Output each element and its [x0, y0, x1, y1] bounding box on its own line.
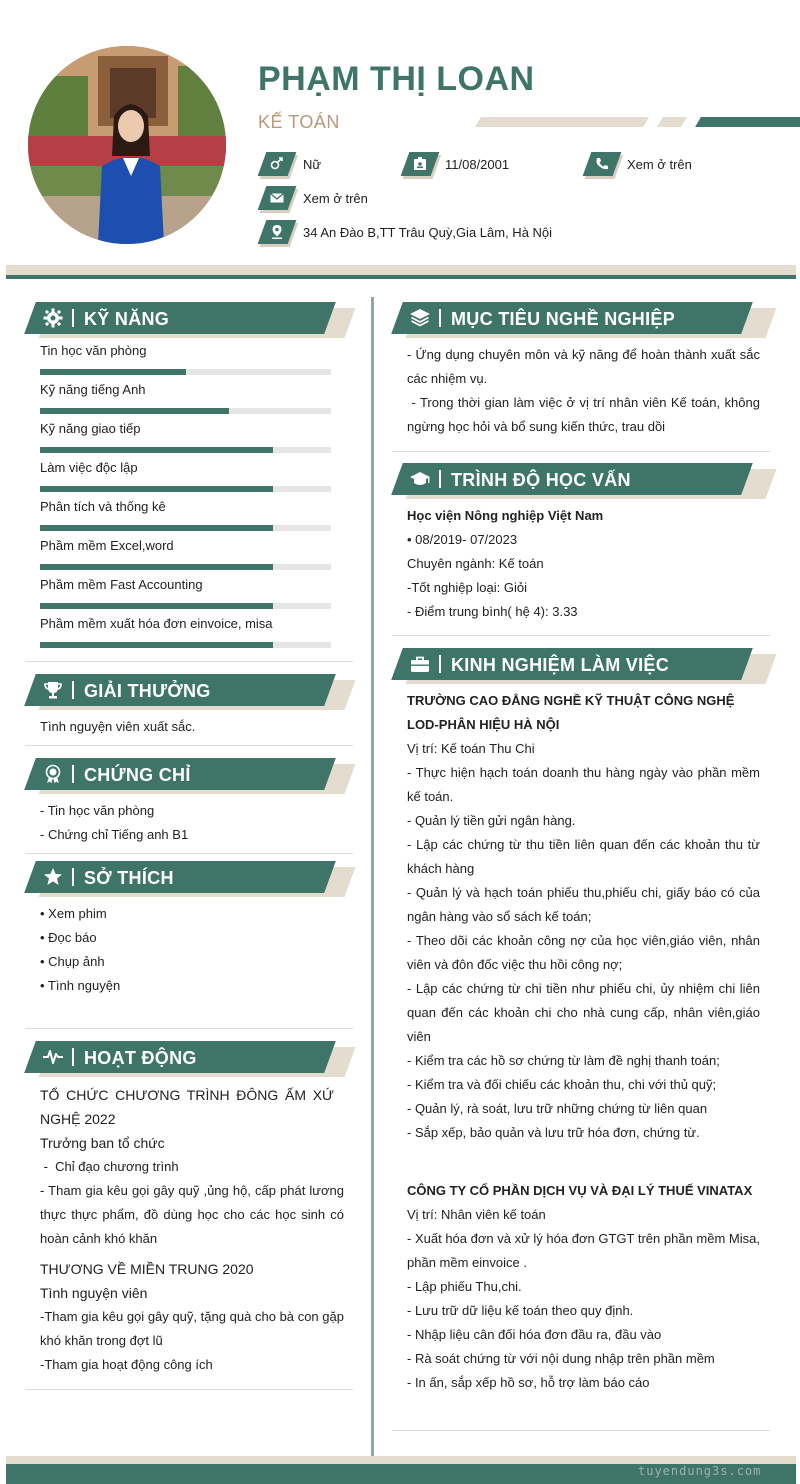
dob-value: 11/08/2001 — [445, 157, 510, 172]
job-duty-item: - Lập phiếu Thu,chi. — [407, 1279, 522, 1294]
skill-level-fill — [40, 408, 229, 414]
candidate-name: PHẠM THỊ LOAN — [258, 60, 535, 98]
skill-level-bar — [40, 369, 331, 375]
activities-title: HOẠT ĐỘNG — [84, 1048, 197, 1068]
skill-level-bar — [40, 408, 331, 414]
awards-section-header — [30, 674, 350, 706]
header-decoration — [695, 117, 800, 127]
hobbies-title: SỞ THÍCH — [84, 868, 174, 888]
watermark: tuyendung3s.com — [638, 1464, 762, 1478]
footer-band — [6, 1456, 796, 1464]
email-icon — [258, 186, 297, 210]
section-divider — [25, 661, 353, 662]
job-position: Vị trí: Kế toán Thu Chi — [407, 741, 535, 756]
activity-title: THƯƠNG VỀ MIỀN TRUNG 2020 — [40, 1261, 254, 1277]
candidate-title: KẾ TOÁN — [258, 112, 340, 132]
phone-value: Xem ở trên — [627, 157, 692, 172]
id-card-icon — [401, 152, 440, 176]
job-duty-item: - Lập các chứng từ thu tiền liên quan đến các khoản thu từ khách hàng — [407, 837, 760, 876]
skill-level-bar — [40, 447, 331, 453]
objective-section-header — [397, 302, 767, 334]
education-section-header — [397, 463, 767, 495]
address-value: 34 An Đào B,TT Trâu Quỳ,Gia Lâm, Hà Nội — [303, 225, 553, 240]
job-duty-item: - Thực hiện hạch toán doanh thu hàng ngày vào phần mềm kế toán. — [407, 765, 760, 804]
education-grade: -Tốt nghiệp loại: Giỏi — [407, 580, 527, 595]
activity-title: TỔ CHỨC CHƯƠNG TRÌNH ĐÔNG ẤM XỨ NGHỆ 2022 — [40, 1087, 334, 1127]
section-divider — [25, 745, 353, 746]
section-divider — [25, 1389, 353, 1390]
skill-label: Kỹ năng giao tiếp — [40, 421, 141, 436]
education-period: • 08/2019- 07/2023 — [407, 532, 518, 547]
skills-section-header — [30, 302, 350, 334]
skill-level-bar — [40, 642, 331, 648]
cert-item: - Chứng chỉ Tiếng anh B1 — [40, 827, 189, 842]
skill-label: Phầm mềm xuất hóa đơn einvoice, misa — [40, 616, 273, 631]
star-icon — [42, 867, 64, 887]
objective-text: - Ứng dụng chuyên môn và kỹ năng để hoàn thành xuất sắc các nhiệm vụ. — [407, 347, 760, 386]
job-duty-item: - Nhập liệu cân đối hóa đơn đầu ra, đầu vào — [407, 1327, 662, 1342]
graduation-cap-icon — [409, 469, 431, 489]
experience-section-header — [397, 648, 767, 680]
briefcase-icon — [409, 654, 431, 674]
skill-level-fill — [40, 447, 273, 453]
job-duty-item: - Kiểm tra các hồ sơ chứng từ làm đề nghị thanh toán; — [407, 1053, 720, 1068]
pulse-icon — [42, 1047, 64, 1067]
gear-icon — [42, 308, 64, 328]
section-divider — [25, 853, 353, 854]
awards-title: GIẢI THƯỞNG — [84, 681, 211, 701]
header-decoration — [475, 117, 649, 127]
location-icon — [258, 220, 297, 244]
skill-level-fill — [40, 486, 273, 492]
skill-label: Phầm mềm Fast Accounting — [40, 577, 203, 592]
job-duty-item: - Lập các chứng từ chi tiền như phiếu chi, ủy nhiệm chi liên quan đến các khoản chi cho nhà cung cấp, nhân viên,giáo viên — [407, 981, 760, 1044]
email-value: Xem ở trên — [303, 191, 368, 206]
section-divider — [392, 451, 770, 452]
activity-role: Trưởng ban tổ chức — [40, 1135, 165, 1151]
skill-label: Kỹ năng tiếng Anh — [40, 382, 146, 397]
objective-title: MỤC TIÊU NGHỀ NGHIỆP — [451, 309, 676, 329]
award-item: Tình nguyện viên xuất sắc. — [40, 719, 196, 734]
header-divider — [6, 275, 796, 279]
job-duty-item: - Quản lý và hạch toán phiếu thu,phiếu chi, giấy báo có của ngân hàng vào sổ sách kế toán; — [407, 885, 760, 924]
section-divider — [392, 1430, 770, 1431]
job-duty-item: - Rà soát chứng từ với nội dung nhập trên phần mềm — [407, 1351, 715, 1366]
job-duty-item: - Quản lý, rà soát, lưu trữ những chứng từ liên quan — [407, 1101, 708, 1116]
header-divider — [6, 265, 796, 275]
education-major: Chuyên ngành: Kế toán — [407, 556, 544, 571]
certs-section-header — [30, 758, 350, 790]
medal-icon — [42, 764, 64, 784]
skill-level-fill — [40, 642, 273, 648]
certs-title: CHỨNG CHỈ — [84, 765, 191, 785]
job-duty-item: - Kiểm tra và đối chiếu các khoản thu, chi với thủ quỹ; — [407, 1077, 717, 1092]
skill-level-bar — [40, 486, 331, 492]
avatar — [28, 46, 226, 244]
skill-label: Tin học văn phòng — [40, 343, 147, 358]
hobbies-section-header — [30, 861, 350, 893]
job-duty-item: - Xuất hóa đơn và xử lý hóa đơn GTGT trên phần mềm Misa, phần mềm einvoice . — [407, 1231, 760, 1270]
skill-level-fill — [40, 564, 273, 570]
gender-value: Nữ — [303, 157, 322, 172]
skill-level-bar — [40, 525, 331, 531]
skill-label: Phầm mềm Excel,word — [40, 538, 174, 553]
skill-level-fill — [40, 369, 186, 375]
hobby-item: • Xem phim — [40, 906, 107, 921]
skill-level-fill — [40, 525, 273, 531]
company-name: CÔNG TY CỔ PHẦN DỊCH VỤ VÀ ĐẠI LÝ THUẾ VINATAX — [407, 1183, 753, 1198]
gender-icon — [258, 152, 297, 176]
skill-label: Phân tích và thống kê — [40, 499, 166, 514]
activity-detail: -Tham gia hoạt động công ích — [40, 1357, 213, 1372]
section-divider — [25, 1028, 353, 1029]
skill-level-fill — [40, 603, 273, 609]
job-position: Vị trí: Nhân viên kế toán — [407, 1207, 546, 1222]
job-duty-item: - Theo dõi các khoản công nợ của học viên,giáo viên, nhân viên và đôn đốc việc thu hồi công nợ; — [407, 933, 760, 972]
skill-label: Làm việc độc lập — [40, 460, 138, 475]
job-duty-item: - Lưu trữ dữ liệu kế toán theo quy định. — [407, 1303, 634, 1318]
education-gpa: - Điểm trung bình( hệ 4): 3.33 — [407, 604, 578, 619]
activity-detail: -Tham gia kêu gọi gây quỹ, tặng quà cho bà con gặp khó khăn trong đợt lũ — [40, 1309, 344, 1348]
section-divider — [392, 635, 770, 636]
company-name: TRƯỜNG CAO ĐẲNG NGHỀ KỸ THUẬT CÔNG NGHỆ LOD-PHÂN HIỆU HÀ NỘI — [407, 693, 735, 732]
experience-title: KINH NGHIỆM LÀM VIỆC — [451, 655, 670, 675]
hobby-item: • Chụp ảnh — [40, 954, 105, 969]
education-title: TRÌNH ĐỘ HỌC VẤN — [451, 470, 631, 490]
activity-detail: - Tham gia kêu gọi gây quỹ ,ủng hộ, cấp phát lương thực thực phẩm, đồ dùng học cho các học sinh có hoàn cảnh khó khăn — [40, 1183, 344, 1246]
job-duty-item: - In ấn, sắp xếp hồ sơ, hỗ trợ làm báo cáo — [407, 1375, 650, 1390]
activity-role: Tình nguyện viên — [40, 1285, 148, 1301]
profile-photo — [28, 46, 226, 244]
phone-icon — [583, 152, 622, 176]
skill-level-bar — [40, 564, 331, 570]
job-duty-item: - Sắp xếp, bảo quản và lưu trữ hóa đơn, chứng từ. — [407, 1125, 700, 1140]
job-duty-item: - Quản lý tiền gửi ngân hàng. — [407, 813, 576, 828]
header-decoration — [657, 117, 687, 127]
education-school: Học viện Nông nghiệp Việt Nam — [407, 508, 604, 523]
objective-text: - Trong thời gian làm việc ở vị trí nhân viên Kế toán, không ngừng học hỏi và bổ sung kiến thức, trau dồi — [407, 395, 764, 434]
cert-item: - Tin học văn phòng — [40, 803, 155, 818]
trophy-icon — [42, 680, 64, 700]
layers-icon — [409, 308, 431, 328]
activity-detail: - Chỉ đạo chương trình — [40, 1159, 179, 1174]
skills-title: KỸ NĂNG — [84, 309, 170, 329]
hobby-item: • Tình nguyện — [40, 978, 121, 993]
activities-section-header — [30, 1041, 350, 1073]
hobby-item: • Đọc báo — [40, 930, 97, 945]
column-divider — [371, 297, 374, 1463]
skill-level-bar — [40, 603, 331, 609]
